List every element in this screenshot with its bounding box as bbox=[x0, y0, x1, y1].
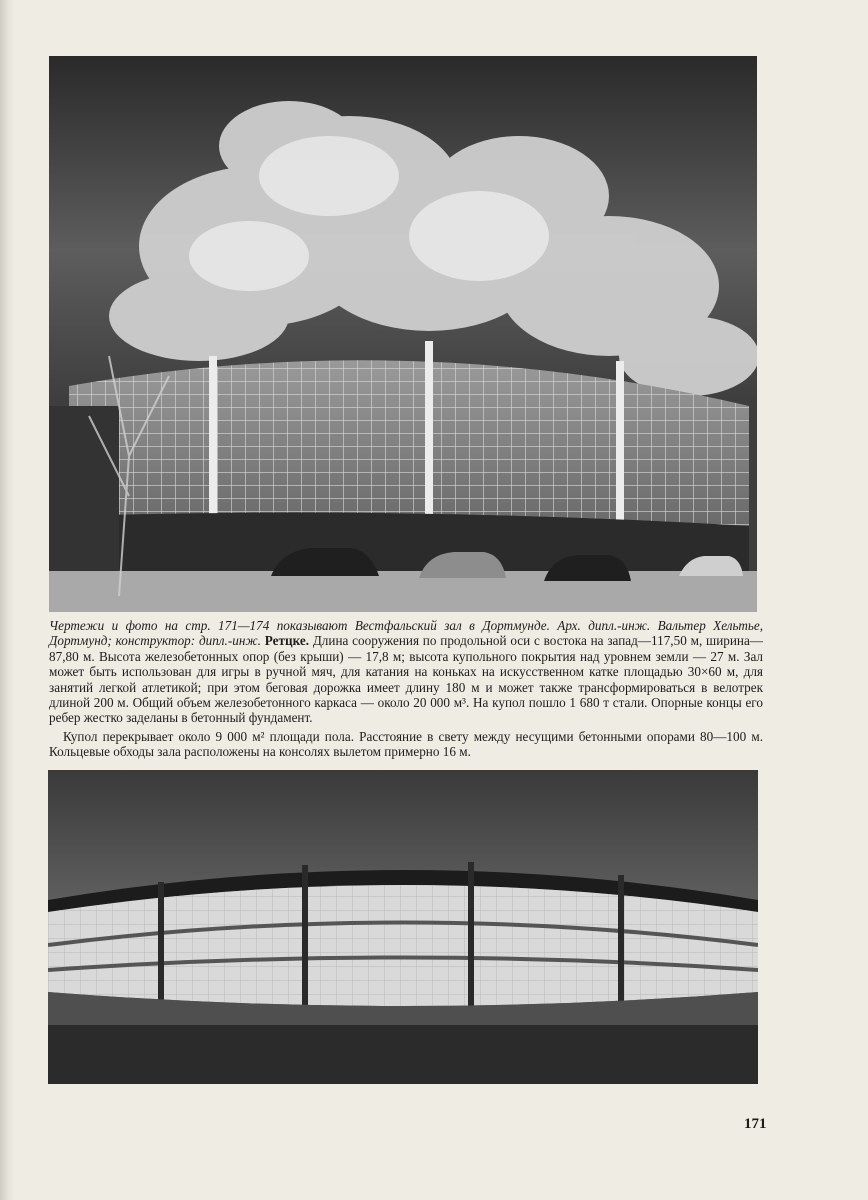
caption-credits: Чертежи и фото на стр. 171—174 показывают Вестфальский зал в Дортмунде. Арх. дипл.-инж. Вальтер Хельтье, Дортмунд; конструктор: дипл.-инж. bbox=[49, 618, 763, 649]
page-number: 171 bbox=[744, 1116, 767, 1132]
caption-body: Длина сооружения по продольной оси с востока на запад—117,50 м, ширина—87,80 м. Высота железобетонных опор (без крыши) — 17,8 м; высота купольного покрытия над уровнем земли — 27 м. Зал может быть использован для игры в ручной мяч, для катания на коньках на искусственном катке площадью 30×60 м, для занятий легкой атлетикой; при этом беговая дорожка имеет длину 180 м и может также трансформироваться в велотрек длиной 200 м. Общий объем железобетонного каркаса — около 20 000 м³. На купол пошло 1 680 т стали. Опорные концы его ребер жестко заделаны в бетонный фундамент. bbox=[49, 633, 763, 726]
westfalenhalle-day-photo bbox=[49, 56, 757, 612]
dome-paragraph: Купол перекрывает около 9 000 м² площади пола. Расстояние в свету между несущими бетонными опорами 80—100 м. Кольцевые обходы зала расположены на консолях вылетом примерно 16 м. bbox=[49, 729, 763, 760]
page-gutter-shadow bbox=[0, 0, 14, 1200]
photo-caption bbox=[49, 618, 763, 726]
caption-engineer: Ретцке. bbox=[264, 633, 309, 649]
westfalenhalle-night-photo bbox=[48, 770, 758, 1084]
